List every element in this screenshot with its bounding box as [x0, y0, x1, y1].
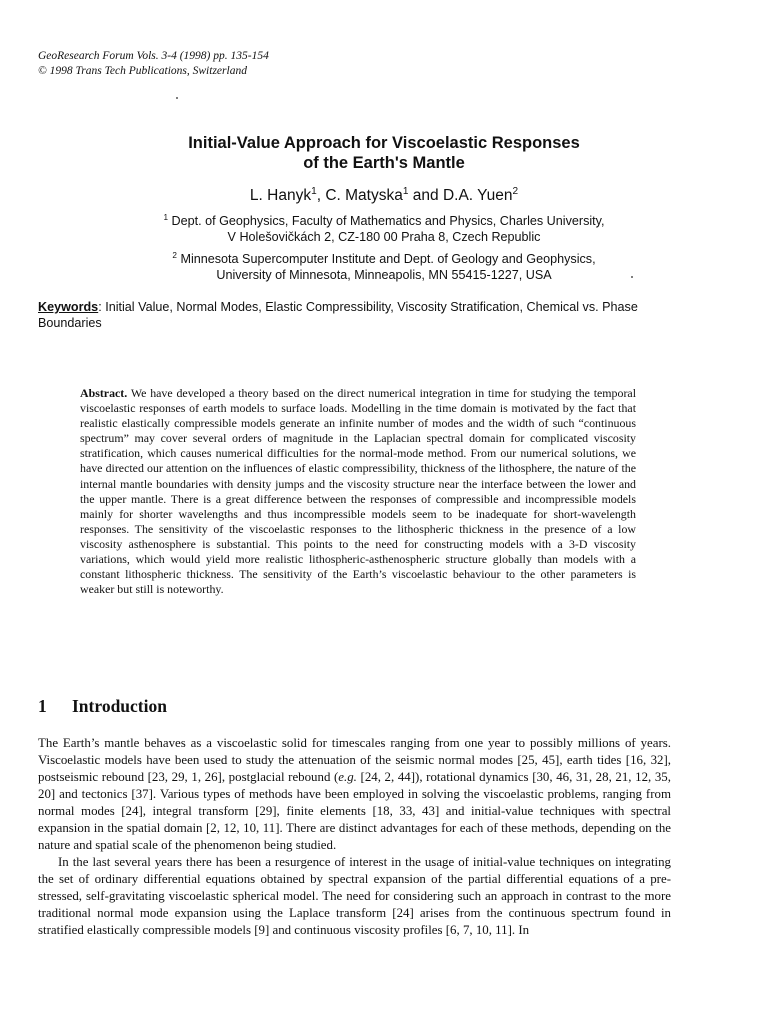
- journal-header: [38, 49, 269, 79]
- section-number: 1: [38, 696, 47, 716]
- affiliation-line: Minnesota Supercomputer Institute and Dept. of Geology and Geophysics,: [180, 252, 596, 266]
- affiliation-1: [0, 213, 768, 245]
- affiliation-line: University of Minnesota, Minneapolis, MN 55415-1227, USA: [216, 268, 552, 282]
- paper-title-line-1: Initial-Value Approach for Viscoelastic Responses: [188, 134, 580, 152]
- keywords-text: : Initial Value, Normal Modes, Elastic Compressibility, Viscosity Stratification, Chemical vs. Phase Boundaries: [38, 300, 638, 330]
- author-separator: and: [408, 187, 443, 204]
- affiliation-marker: 1: [163, 212, 169, 222]
- paragraph: The Earth’s mantle behaves as a viscoelastic solid for timescales ranging from one year to possibly millions of years. Viscoelastic models have been used to study the attenuation of the seismic normal modes [25, 45], earth tides [16, 32], postseismic rebound [23, 29, 1, 26], postglacial rebound (e.g. [24, 2, 44]), rotational dynamics [30, 46, 31, 28, 21, 12, 35, 20] and tectonics [37]. Various types of methods have been employed in solving the viscoelastic problems, ranging from normal modes [24], integral transform [29], finite elements [18, 33, 43] and initial-value techniques with spectral expansion in the spatial domain [2, 12, 10, 11]. There are distinct advantages for each of these methods, depending on the nature and spatial scale of the phenomenon being studied.: [38, 736, 671, 852]
- paper-title-line-2: of the Earth's Mantle: [303, 154, 465, 172]
- affiliation-marker: 2: [512, 185, 519, 197]
- paper-title: [0, 133, 768, 173]
- affiliation-marker: 1: [402, 185, 409, 197]
- author-separator: ,: [316, 187, 326, 204]
- affiliation-line: Dept. of Geophysics, Faculty of Mathematics and Physics, Charles University,: [171, 214, 605, 228]
- affiliation-line: V Holešovičkách 2, CZ-180 00 Praha 8, Czech Republic: [227, 230, 541, 244]
- author-name: L. Hanyk: [249, 187, 312, 204]
- section-heading: [38, 695, 167, 717]
- abstract-label: Abstract.: [80, 386, 128, 400]
- journal-citation: GeoResearch Forum Vols. 3-4 (1998) pp. 135-154: [38, 50, 269, 62]
- author-name: C. Matyska: [325, 187, 403, 204]
- affiliation-2: [0, 251, 768, 283]
- affiliation-marker: 2: [172, 250, 177, 260]
- paragraph: In the last several years there has been a resurgence of interest in the usage of initial-value techniques on integrating the set of ordinary differential equations obtained by spectral expansion of the partial differential equations of a pre-stressed, self-gravitating viscoelastic spherical model. The need for considering such an approach in contrast to the more traditional normal mode expansion using the Laplace transform [24] arises from the continuous spectrum found in stratified elastically compressible models [9] and continuous viscosity profiles [6, 7, 10, 11]. In: [38, 855, 671, 937]
- keywords: [38, 299, 688, 331]
- introduction-body: [38, 735, 671, 939]
- abstract: [80, 386, 636, 597]
- scan-speck: [176, 97, 178, 99]
- author-name: D.A. Yuen: [442, 187, 513, 204]
- author-list: [0, 186, 768, 206]
- keywords-label: Keywords: [38, 300, 99, 314]
- section-title: Introduction: [72, 696, 167, 716]
- journal-copyright: © 1998 Trans Tech Publications, Switzerland: [38, 65, 247, 77]
- affiliation-marker: 1: [311, 185, 317, 197]
- abstract-text: We have developed a theory based on the direct numerical integration in time for studying the temporal viscoelastic responses of earth models to surface loads. Modelling in the time domain is motivated by the fact that realistic elastically compressible models generate an infinite number of modes and the width of such “continuous spectrum” may cover several orders of magnitude in the Laplacian spectral domain for complicated viscosity stratification, which causes numerical difficulties for the normal-mode method. From our numerical solutions, we have directed our attention on the influences of elastic compressibility, thickness of the lithosphere, the nature of the internal mantle boundaries with density jumps and the viscosity structure near the interface between the lower and the upper mantle. There is a great difference between the responses of compressible and incompressible models mainly for shorter wavelengths and thus incompressible models seem to be inadequate for short-wavelength responses. The sensitivity of the viscoelastic responses to the lithospheric thickness in the presence of a low viscosity asthenosphere is substantial. This points to the need for constructing models with a 3-D viscosity variations, which would yield more realistic lithospheric-asthenospheric structure globally than models with a constant lithospheric thickness. The sensitivity of the Earth’s viscoelastic behaviour to the other parameters is weaker but still is noteworthy.: [80, 386, 636, 597]
